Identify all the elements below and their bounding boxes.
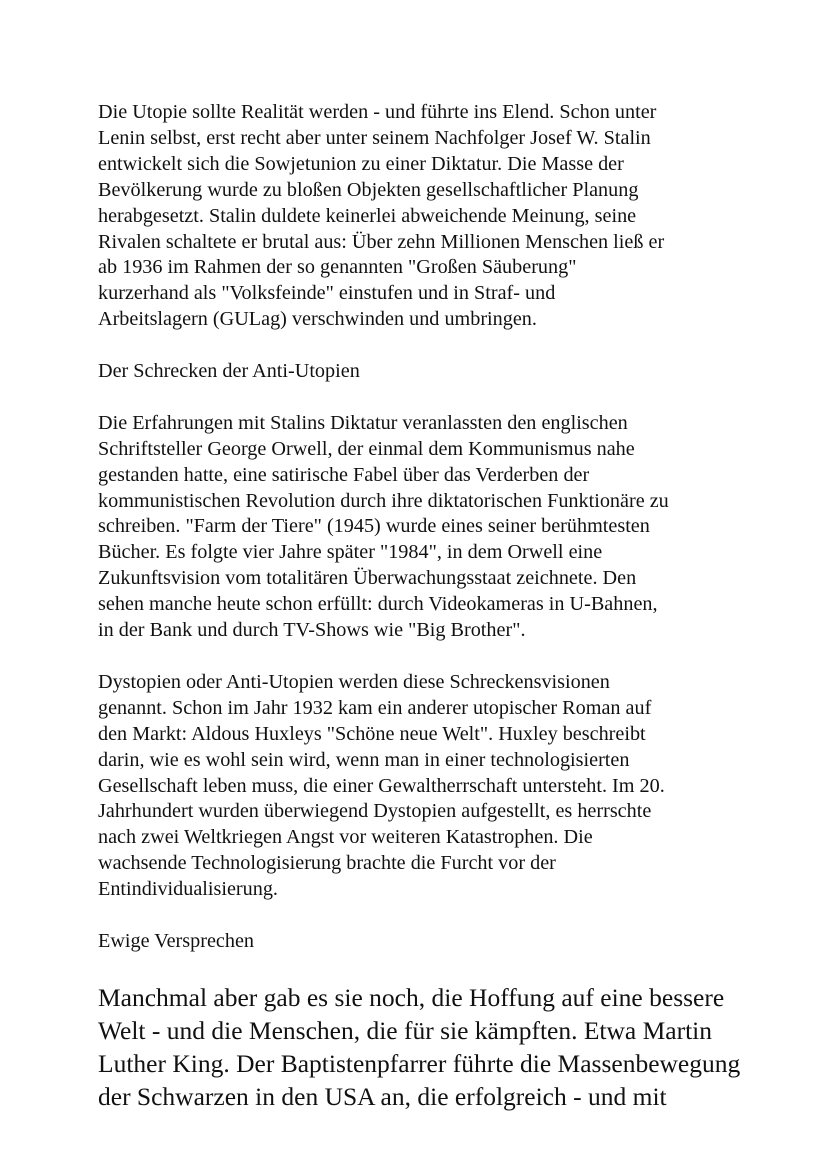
text-line: herabgesetzt. Stalin duldete keinerlei abweichende Meinung, seine — [98, 204, 637, 227]
text-line: der Schwarzen in den USA an, die erfolgreich - und mit — [98, 1082, 667, 1112]
text-line: den Markt: Aldous Huxleys "Schöne neue Welt". Huxley beschreibt — [98, 722, 646, 745]
paragraph-martin-luther-king — [98, 981, 778, 1114]
text-line: gestanden hatte, eine satirische Fabel über das Verderben der — [98, 463, 590, 486]
section-heading-ewige-versprechen: Ewige Versprechen — [98, 929, 255, 952]
section-heading-anti-utopien: Der Schrecken der Anti-Utopien — [98, 360, 360, 383]
text-line: Dystopien oder Anti-Utopien werden diese Schreckensvisionen — [98, 670, 610, 693]
text-line: Gesellschaft leben muss, die einer Gewaltherrschaft untersteht. Im 20. — [98, 774, 665, 797]
text-line: entwickelt sich die Sowjetunion zu einer Diktatur. Die Masse der — [98, 152, 624, 175]
text-line: darin, wie es wohl sein wird, wenn man in einer technologisierten — [98, 748, 630, 771]
text-line: ab 1936 im Rahmen der so genannten "Großen Säuberung" — [98, 256, 577, 279]
text-line: Lenin selbst, erst recht aber unter seinem Nachfolger Josef W. Stalin — [98, 126, 651, 149]
text-line: schreiben. "Farm der Tiere" (1945) wurde eines seiner berühmtesten — [98, 515, 650, 538]
text-line: Die Utopie sollte Realität werden - und führte ins Elend. Schon unter — [98, 101, 657, 123]
text-line: Arbeitslagern (GULag) verschwinden und umbringen. — [98, 308, 537, 331]
text-line: sehen manche heute schon erfüllt: durch Videokameras in U-Bahnen, — [98, 593, 658, 616]
text-line: Welt - und die Menschen, die für sie kämpften. Etwa Martin — [98, 1015, 713, 1045]
text-line: Manchmal aber gab es sie noch, die Hoffung auf eine bessere — [98, 982, 725, 1012]
text-line: kommunistischen Revolution durch ihre diktatorischen Funktionäre zu — [98, 489, 669, 512]
text-line: genannt. Schon im Jahr 1932 kam ein anderer utopischer Roman auf — [98, 696, 652, 719]
text-line: Schriftsteller George Orwell, der einmal dem Kommunismus nahe — [98, 437, 635, 460]
document-page — [98, 100, 778, 1114]
text-line: Die Erfahrungen mit Stalins Diktatur veranlassten den englischen — [98, 411, 628, 434]
text-line: Bücher. Es folgte vier Jahre später "1984", in dem Orwell eine — [98, 541, 603, 564]
text-line: Zukunftsvision vom totalitären Überwachungsstaat zeichnete. Den — [98, 567, 637, 590]
paragraph-dystopien — [98, 670, 778, 903]
text-line: nach zwei Weltkriegen Angst vor weiteren Katastrophen. Die — [98, 826, 593, 849]
text-line: Rivalen schaltete er brutal aus: Über zehn Millionen Menschen ließ er — [98, 230, 665, 253]
text-line: wachsende Technologisierung brachte die Furcht vor der — [98, 852, 556, 875]
text-line: Entindividualisierung. — [98, 878, 278, 901]
paragraph-utopie-elend — [98, 100, 778, 333]
text-line: Luther King. Der Baptistenpfarrer führte die Massenbewegung — [98, 1049, 741, 1079]
paragraph-orwell — [98, 411, 778, 644]
text-line: kurzerhand als "Volksfeinde" einstufen und in Straf- und — [98, 282, 556, 305]
text-line: Jahrhundert wurden überwiegend Dystopien aufgestellt, es herrschte — [98, 800, 652, 823]
text-line: in der Bank und durch TV-Shows wie "Big Brother". — [98, 619, 526, 642]
text-line: Bevölkerung wurde zu bloßen Objekten gesellschaftlicher Planung — [98, 178, 639, 201]
